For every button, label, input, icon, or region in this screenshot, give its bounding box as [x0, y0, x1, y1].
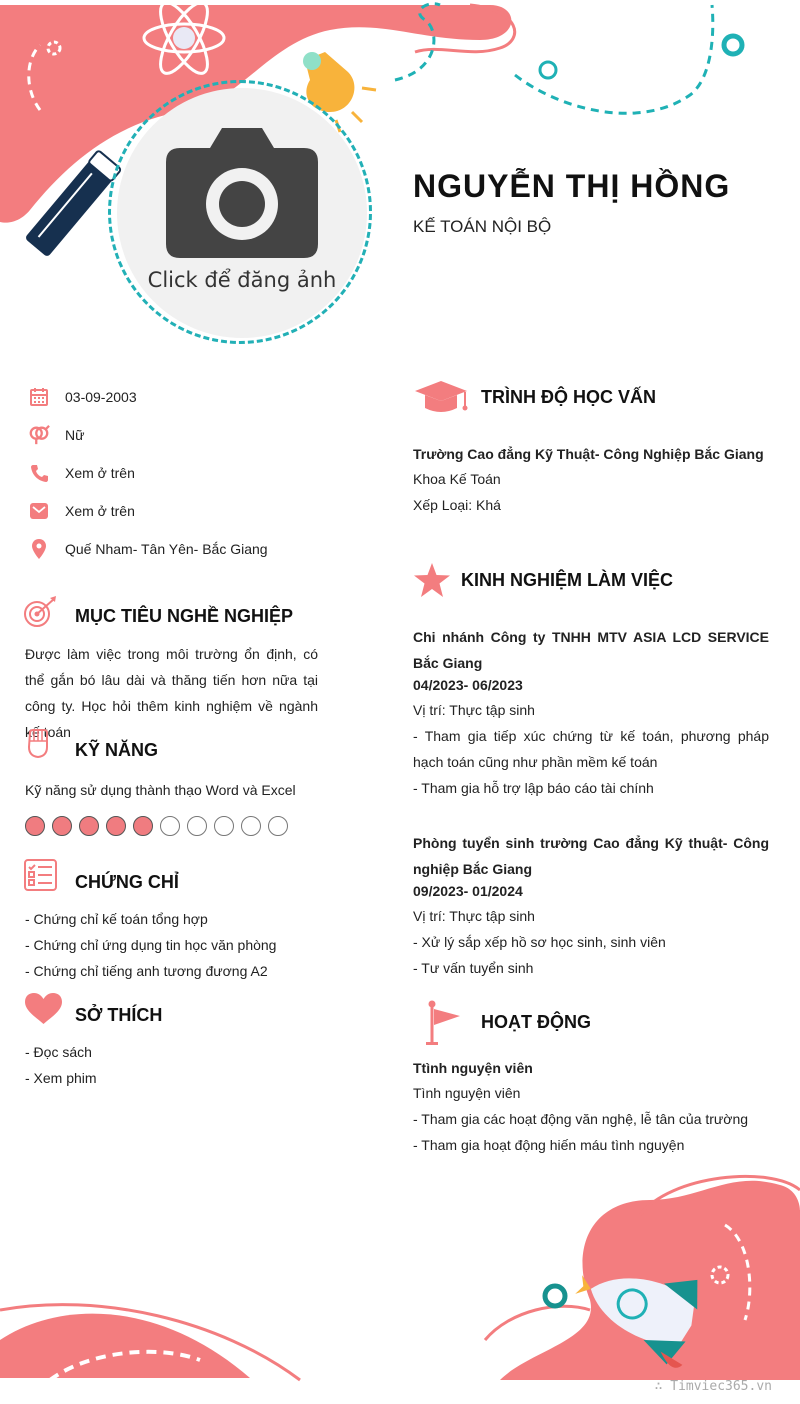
certificate-item: - Chứng chỉ tiếng anh tương đương A2: [25, 963, 268, 979]
email-icon: [28, 500, 50, 522]
job-line: - Xử lý sắp xếp hồ sơ học sinh, sinh viên: [413, 934, 666, 950]
experience-title: KINH NGHIỆM LÀM VIỆC: [461, 570, 674, 590]
skill-dot-filled: [79, 816, 99, 836]
graduation-cap-icon: [413, 380, 469, 414]
skill-dot-empty: [214, 816, 234, 836]
gender-icon: [28, 424, 50, 446]
phone-row: [28, 461, 135, 485]
address-row: [28, 537, 268, 561]
target-icon: [22, 596, 60, 630]
camera-icon: [166, 128, 318, 258]
gender-row: [28, 423, 84, 447]
skills-title: KỸ NĂNG: [75, 740, 159, 760]
calendar-icon: [28, 386, 50, 408]
job-company: Phòng tuyển sinh trường Cao đẳng Kỹ thuật- Công nghiệp Bắc Giang: [413, 835, 769, 877]
phone-value: Xem ở trên: [65, 465, 135, 481]
email-value: Xem ở trên: [65, 503, 135, 519]
checklist-icon: [24, 859, 57, 891]
skill-dot-empty: [187, 816, 207, 836]
education-line: Xếp Loại: Khá: [413, 497, 501, 513]
photo-upload-label[interactable]: Click để đăng ảnh: [147, 268, 337, 292]
gender-value: Nữ: [65, 427, 85, 443]
flag-icon: [424, 1000, 462, 1046]
school-name: Trường Cao đẳng Kỹ Thuật- Công Nghiệp Bắc Giang: [413, 446, 764, 462]
skill-dot-empty: [268, 816, 288, 836]
activity-org: Ttình nguyện viên: [413, 1060, 533, 1076]
heart-icon: [25, 993, 62, 1025]
skill-dot-filled: [106, 816, 126, 836]
job-line: - Tham gia hỗ trợ lập báo cáo tài chính: [413, 780, 654, 796]
star-icon: [414, 563, 450, 597]
job-line: Vị trí: Thực tập sinh: [413, 702, 535, 718]
address-value: Quế Nham- Tân Yên- Bắc Giang: [65, 541, 268, 557]
candidate-name: NGUYỄN THỊ HỒNG: [413, 168, 731, 204]
objective-text: Được làm việc trong môi trường ổn định, có thể gắn bó lâu dài và thăng tiến hơn nữa tại công ty. Học hỏi thêm kinh nghiệm về ngành kế toán: [25, 646, 318, 740]
activity-line: - Tham gia các hoạt động văn nghệ, lễ tân của trường: [413, 1111, 749, 1127]
job-title: KẾ TOÁN NỘI BỘ: [413, 217, 552, 236]
job-company: Chi nhánh Công ty TNHH MTV ASIA LCD SERVICE Bắc Giang: [413, 629, 769, 671]
activity-line: Tình nguyện viên: [413, 1085, 521, 1101]
job-line: - Tham gia tiếp xúc chứng từ kế toán, phương pháp hạch toán cũng như phần mềm kế toán: [413, 728, 769, 770]
job-period: 04/2023- 06/2023: [413, 677, 523, 693]
skill-name: Kỹ năng sử dụng thành thạo Word và Excel: [25, 782, 296, 798]
footer-left-decoration: [0, 1300, 320, 1404]
hobby-item: - Xem phim: [25, 1070, 97, 1086]
email-row: [28, 499, 135, 523]
skill-dot-empty: [160, 816, 180, 836]
activities-title: HOẠT ĐỘNG: [481, 1012, 591, 1032]
raised-fist-icon: [26, 729, 50, 759]
birthdate-value: 03-09-2003: [65, 389, 137, 405]
skill-dot-filled: [52, 816, 72, 836]
birthdate-row: [28, 385, 137, 409]
skill-dot-filled: [133, 816, 153, 836]
job-period: 09/2023- 01/2024: [413, 883, 523, 899]
certificate-item: - Chứng chỉ ứng dụng tin học văn phòng: [25, 937, 277, 953]
objective-title: MỤC TIÊU NGHỀ NGHIỆP: [75, 606, 294, 626]
location-pin-icon: [28, 538, 50, 560]
activity-line: - Tham gia hoạt động hiến máu tình nguyện: [413, 1137, 685, 1153]
education-line: Khoa Kế Toán: [413, 471, 501, 487]
job-line: Vị trí: Thực tập sinh: [413, 908, 535, 924]
footer-right-decoration: [470, 1170, 800, 1380]
hobby-item: - Đọc sách: [25, 1044, 92, 1060]
phone-icon: [28, 462, 50, 484]
skill-dot-empty: [241, 816, 261, 836]
skill-dot-filled: [25, 816, 45, 836]
certificate-item: - Chứng chỉ kế toán tổng hợp: [25, 911, 208, 927]
watermark: ∴ Timviec365.vn: [654, 1379, 772, 1394]
hobbies-title: SỞ THÍCH: [75, 1005, 163, 1025]
job-line: - Tư vấn tuyển sinh: [413, 960, 534, 976]
education-title: TRÌNH ĐỘ HỌC VẤN: [481, 387, 656, 407]
skill-rating: [25, 816, 288, 836]
certificates-title: CHỨNG CHỈ: [75, 872, 179, 892]
